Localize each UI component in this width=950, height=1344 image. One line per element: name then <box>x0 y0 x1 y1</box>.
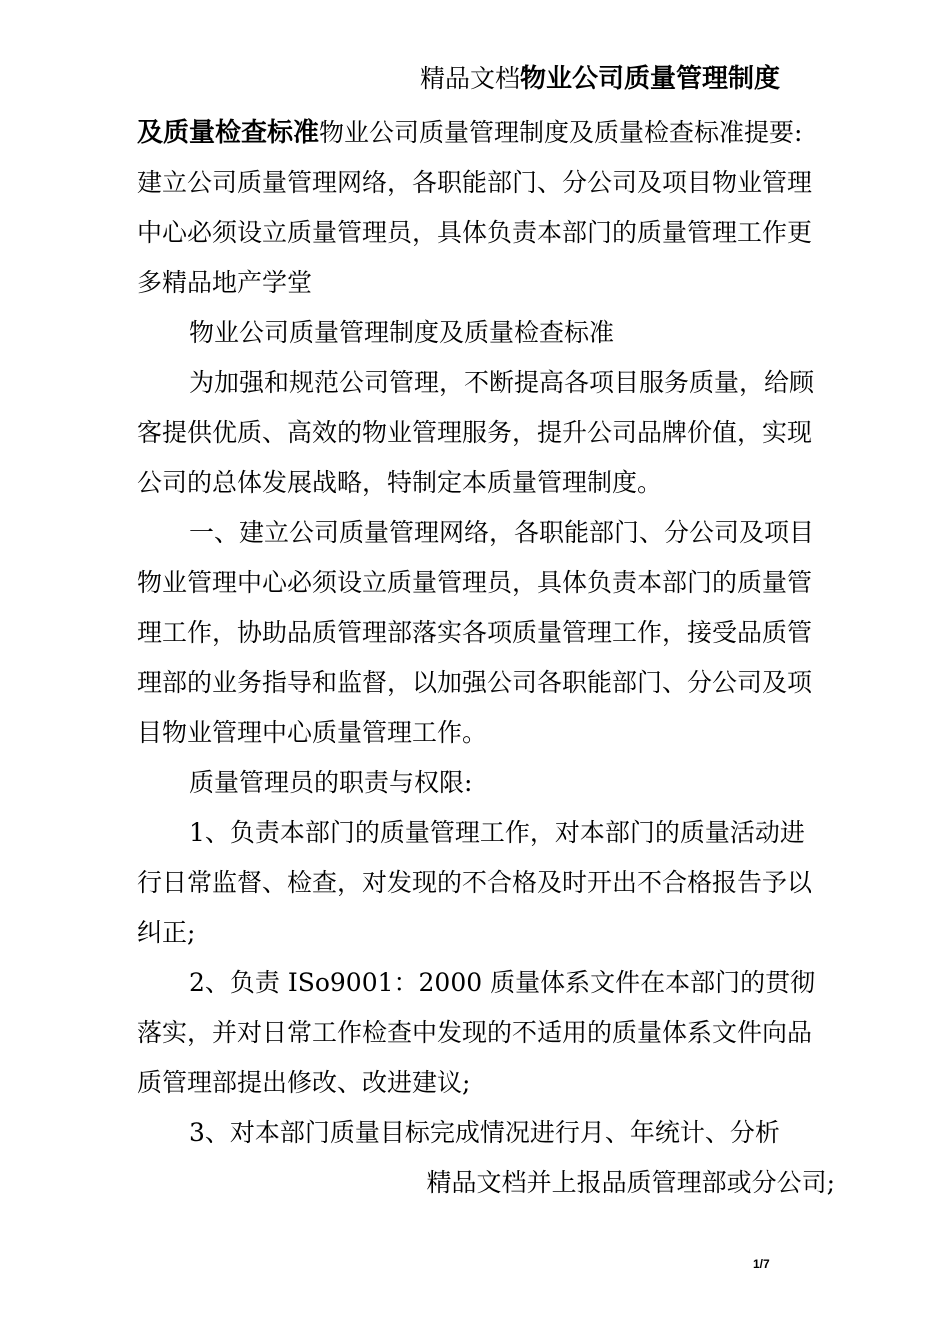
item2-line-2: 落实，并对日常工作检查中发现的不适用的质量体系文件向品 <box>137 1018 813 1047</box>
item3-line-1: 3、对本部门质量目标完成情况进行月、年统计、分析 <box>189 1118 780 1147</box>
document-title-part2: 及质量检查标准 <box>137 118 320 148</box>
page-number: 1/7 <box>753 1257 770 1271</box>
para2-line-4: 理部的业务指导和监督，以加强公司各职能部门、分公司及项 <box>137 668 813 697</box>
document-title-part1: 物业公司质量管理制度 <box>520 64 781 94</box>
page-footer <box>427 1166 835 1200</box>
para2-line-2: 物业管理中心必须设立质量管理员，具体负责本部门的质量管 <box>137 568 813 597</box>
intro-line-1 <box>137 116 802 150</box>
para2-line-3: 理工作，协助品质管理部落实各项质量管理工作，接受品质管 <box>137 618 813 647</box>
page-header <box>420 62 780 96</box>
intro-summary-start: 物业公司质量管理制度及质量检查标准提要: <box>319 118 803 147</box>
intro-line-3: 中心必须设立质量管理员，具体负责本部门的质量管理工作更 <box>137 218 813 247</box>
item2-line-1: 2、负责 ISo9001：2000 质量体系文件在本部门的贯彻 <box>189 968 816 997</box>
footer-continuation: 并上报品质管理部或分公司; <box>526 1168 835 1197</box>
body-doc-title: 物业公司质量管理制度及质量检查标准 <box>189 318 615 347</box>
intro-line-4: 多精品地产学堂 <box>137 268 313 297</box>
para1-line-2: 客提供优质、高效的物业管理服务，提升公司品牌价值，实现 <box>137 418 813 447</box>
item1-line-2: 行日常监督、检查，对发现的不合格及时开出不合格报告予以 <box>137 868 813 897</box>
item1-line-1: 1、负责本部门的质量管理工作，对本部门的质量活动进 <box>189 818 805 847</box>
footer-watermark: 精品文档 <box>426 1168 527 1197</box>
para1-line-3: 公司的总体发展战略，特制定本质量管理制度。 <box>137 468 663 497</box>
item2-line-3: 质管理部提出修改、改进建议; <box>137 1068 471 1097</box>
header-watermark: 精品文档 <box>420 64 521 93</box>
para2-line-1: 一、建立公司质量管理网络，各职能部门、分公司及项目 <box>189 518 815 547</box>
section-heading: 质量管理员的职责与权限: <box>189 768 473 797</box>
para2-line-5: 目物业管理中心质量管理工作。 <box>137 718 488 747</box>
para1-line-1: 为加强和规范公司管理，不断提高各项目服务质量，给顾 <box>189 368 815 397</box>
intro-line-2: 建立公司质量管理网络，各职能部门、分公司及项目物业管理 <box>137 168 813 197</box>
item1-line-3: 纠正; <box>137 918 196 947</box>
